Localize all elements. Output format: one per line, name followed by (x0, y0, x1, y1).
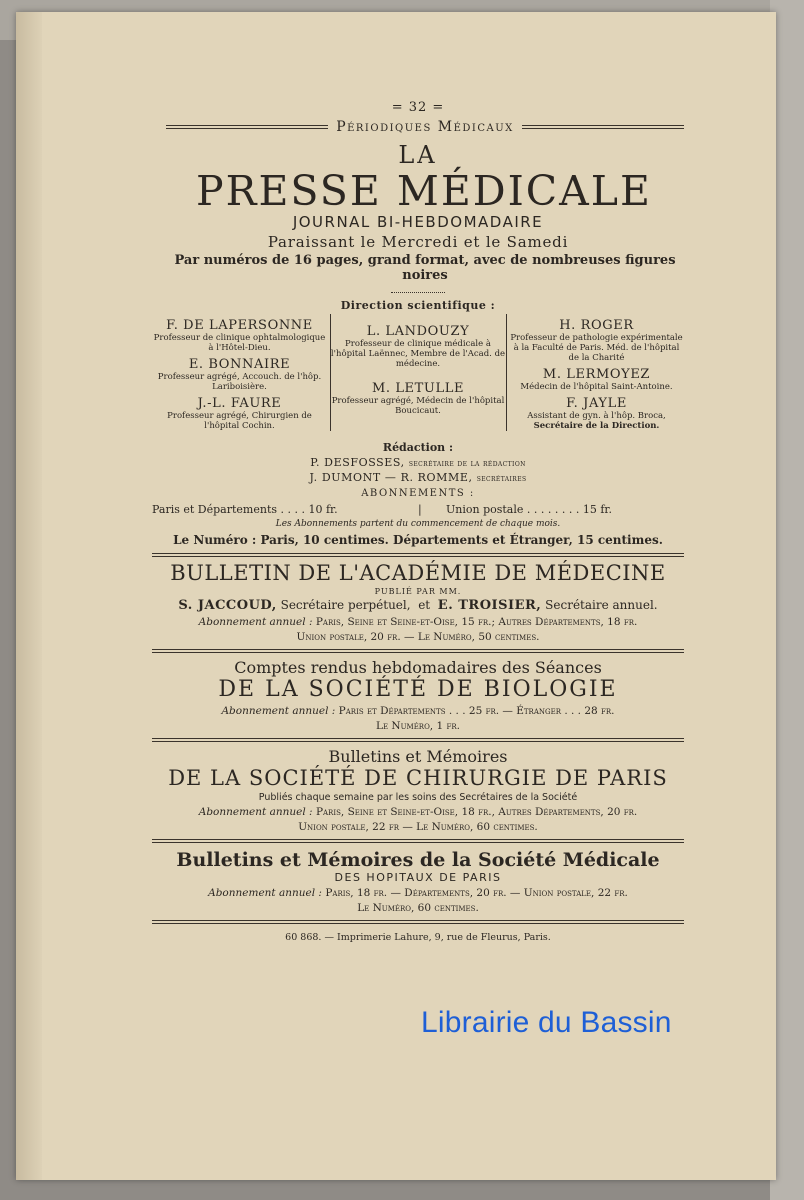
director-desc: Professeur de clinique ophtalmologique à l'Hôtel-Dieu. (153, 333, 326, 353)
academie-authors (152, 598, 684, 613)
watermark-text: Librairie du Bassin (421, 1006, 672, 1039)
abonnement-label: Abonnement annuel : (221, 705, 336, 717)
director-name: L. LANDOUZY (366, 324, 470, 339)
biologie-abonnement-2: Le Numéro, 1 fr. (376, 720, 460, 732)
author-role: Secrétaire annuel. (545, 598, 658, 612)
director-name: F. DE LAPERSONNE (166, 318, 313, 333)
ornament (391, 289, 445, 293)
director-desc: Médecin de l'hôpital Saint-Antoine. (520, 382, 673, 392)
price-separator: | (418, 503, 422, 516)
medicale-abonnement-2: Le Numéro, 60 centimes. (357, 902, 479, 914)
director-name: F. JAYLE (566, 396, 627, 411)
biologie-abonnement (152, 705, 684, 717)
redaction-title: Rédaction : (382, 441, 454, 454)
numero-price: Le Numéro : Paris, 10 centimes. Départements et Étranger, 15 centimes. (173, 533, 663, 547)
biologie-title: DE LA SOCIÉTÉ DE BIOLOGIE (218, 677, 618, 702)
presse-la: LA (398, 141, 438, 169)
abonnement-text: Paris, Seine et Seine-et-Oise, 18 fr., Autres Départements, 20 fr. (315, 806, 638, 818)
biologie-subtitle: Comptes rendus hebdomadaires des Séances (234, 658, 602, 677)
redaction-role: secrétaires (476, 474, 527, 484)
direction-title: Direction scientifique : (340, 299, 496, 312)
section-title: Périodiques Médicaux (336, 119, 514, 135)
redaction-name: P. DESFOSSES, (310, 456, 405, 469)
chirurgie-subtitle: Bulletins et Mémoires (328, 747, 508, 766)
director-name: M. LETULLE (371, 381, 465, 396)
director-desc: Professeur agrégé, Chirurgien de l'hôpital Cochin. (167, 411, 312, 431)
academie-abonnement (152, 616, 684, 628)
academie-abonnement-2: Union postale, 20 fr. — Le Numéro, 50 centimes. (296, 631, 540, 643)
page-binding-edge (16, 12, 42, 1180)
abonnements-title: ABONNEMENTS : (361, 488, 475, 499)
price-union: Union postale . . . . . . . . 15 fr. (446, 503, 612, 516)
divider (522, 125, 684, 129)
divider (152, 920, 684, 924)
redaction-line (152, 456, 684, 469)
divider (152, 738, 684, 742)
presse-format: Par numéros de 16 pages, grand format, avec de nombreuses figures noires (174, 253, 676, 283)
direction-col-middle (330, 314, 507, 431)
redaction-name: J. DUMONT — R. ROMME, (309, 471, 473, 484)
direction-col-right (509, 314, 684, 431)
redaction-role: secrétaire de la rédaction (408, 459, 526, 469)
director-name: J.-L. FAURE (197, 396, 282, 411)
director-desc: Professeur agrégé, Accouch. de l'hôp. Lariboisière. (157, 372, 322, 392)
price-paris: Paris et Départements . . . . 10 fr. (152, 503, 338, 516)
academie-publie: PUBLIÉ PAR MM. (374, 587, 462, 596)
abonnement-label: Abonnement annuel : (198, 616, 313, 628)
abonnement-text: Paris, 18 fr. — Départements, 20 fr. — Union postale, 22 fr. (325, 887, 628, 899)
author-name: S. JACCOUD, (178, 598, 277, 613)
direction-col-left (152, 314, 327, 431)
section-header (166, 119, 684, 135)
medicale-title: Bulletins et Mémoires de la Société Médicale (176, 849, 660, 871)
abonnement-label: Abonnement annuel : (198, 806, 313, 818)
abonnement-text: Paris et Départements . . . 25 fr. — Étranger . . . 28 fr. (338, 705, 615, 717)
presse-title: PRESSE MÉDICALE (196, 167, 652, 215)
divider (152, 553, 684, 557)
director-name: E. BONNAIRE (188, 357, 291, 372)
director-name: H. ROGER (559, 318, 634, 333)
academie-title: BULLETIN DE L'ACADÉMIE DE MÉDECINE (170, 561, 666, 585)
presse-subtitle: JOURNAL BI-HEBDOMADAIRE (292, 213, 544, 231)
presse-paraissant: Paraissant le Mercredi et le Samedi (267, 233, 569, 251)
divider (166, 125, 328, 129)
chirurgie-abonnement (152, 806, 684, 818)
abonnement-text: Paris, Seine et Seine-et-Oise, 15 fr.; Autres Départements, 18 fr. (315, 616, 638, 628)
author-conj: et (418, 598, 431, 612)
director-desc: Professeur de pathologie expérimentale à la Faculté de Paris. Méd. de l'hôpital de la Charité (510, 333, 683, 363)
director-desc: Professeur de clinique médicale à l'hôpital Laënnec, Membre de l'Acad. de médecine. (330, 339, 506, 369)
page-number: = 32 = (391, 100, 445, 115)
director-desc: Assistant de gyn. à l'hôp. Broca, (527, 411, 666, 421)
page-content (152, 100, 684, 943)
medicale-subtitle: DES HOPITAUX DE PARIS (334, 871, 502, 884)
director-desc: Professeur agrégé, Médecin de l'hôpital Boucicaut. (331, 396, 505, 416)
price-row (152, 503, 684, 516)
abonnement-note: Les Abonnements partent du commencement de chaque mois. (275, 519, 561, 529)
direction-grid (152, 314, 684, 431)
chirurgie-abonnement-2: Union postale, 22 fr — Le Numéro, 60 centimes. (298, 821, 538, 833)
director-name: M. LERMOYEZ (542, 367, 651, 382)
medicale-abonnement (152, 887, 684, 899)
chirurgie-publies: Publiés chaque semaine par les soins des Secrétaires de la Société (258, 792, 578, 803)
imprimerie-line: 60 868. — Imprimerie Lahure, 9, rue de Fleurus, Paris. (285, 932, 551, 943)
author-name: E. TROISIER, (437, 598, 542, 613)
redaction-line (152, 471, 684, 484)
director-desc: Secrétaire de la Direction. (533, 421, 660, 431)
divider (152, 649, 684, 653)
abonnement-label: Abonnement annuel : (208, 887, 322, 899)
divider (152, 839, 684, 843)
chirurgie-title: DE LA SOCIÉTÉ DE CHIRURGIE DE PARIS (168, 766, 668, 790)
author-role: Secrétaire perpétuel, (280, 598, 411, 612)
